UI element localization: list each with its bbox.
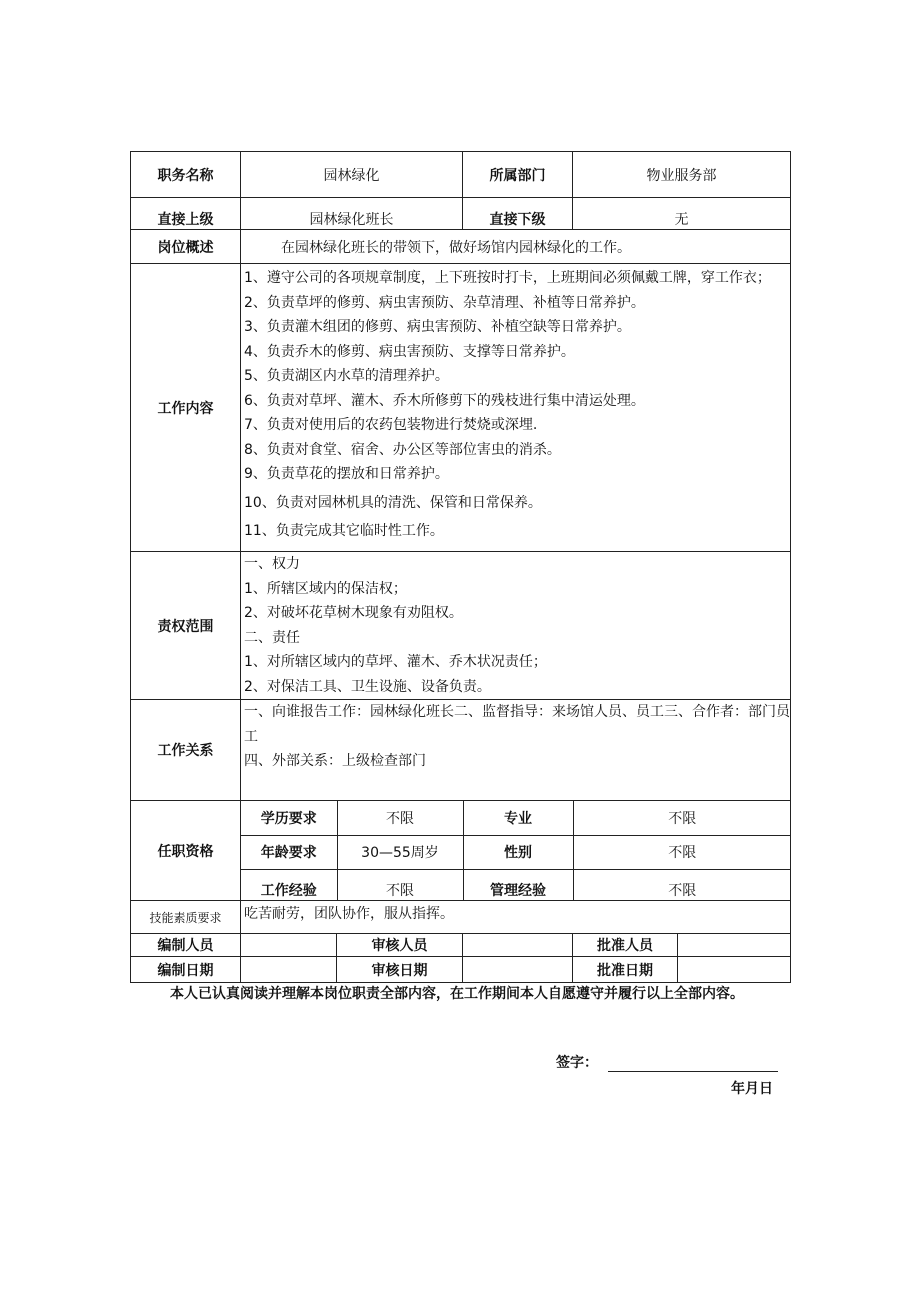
rights-label: 责权范围 — [131, 552, 241, 700]
rights-cell — [241, 552, 791, 700]
work-item: 6、负责对草坪、灌木、乔木所修剪下的残枝进行集中清运处理。 — [244, 392, 645, 409]
work-content-label: 工作内容 — [131, 264, 241, 552]
compile-date-field[interactable] — [241, 957, 337, 983]
job-description-form — [130, 151, 790, 983]
rights-item: 1、所辖区域内的保洁权； — [244, 580, 407, 597]
rights-item: 2、对保洁工具、卫生设施、设备负责。 — [244, 678, 491, 695]
review-date-field[interactable] — [463, 957, 573, 983]
experience-label: 工作经验 — [241, 869, 337, 900]
major-value: 不限 — [573, 801, 791, 835]
job-description-table — [130, 151, 791, 983]
relations-item: 四、外部关系：上级检查部门 — [244, 753, 426, 769]
compiler-field[interactable] — [241, 934, 337, 957]
work-content-list — [244, 264, 790, 551]
management-label: 管理经验 — [463, 869, 573, 900]
work-content-cell — [241, 264, 791, 552]
dept-value: 物业服务部 — [573, 152, 791, 198]
relations-cell — [241, 700, 791, 801]
work-item: 1、遵守公司的各项规章制度，上下班按时打卡，上班期间必须佩戴工牌，穿工作衣； — [244, 270, 771, 286]
qualification-label: 任职资格 — [131, 801, 241, 901]
work-item: 7、负责对使用后的农药包装物进行焚烧或深埋. — [244, 417, 538, 433]
rights-item: 1、对所辖区域内的草坪、灌木、乔木状况责任； — [244, 654, 547, 670]
qualification-cell — [241, 801, 791, 901]
skills-text: 吃苦耐劳，团队协作，服从指挥。 — [241, 901, 791, 934]
compile-date-label: 编制日期 — [131, 957, 241, 983]
superior-value: 园林绿化班长 — [241, 198, 463, 230]
approve-date-field[interactable] — [678, 957, 791, 983]
education-value: 不限 — [337, 801, 463, 835]
acknowledgement-note: 本人已认真阅读并理解本岗位职责全部内容，在工作期间本人自愿遵守并履行以上全部内容。 — [170, 986, 744, 1002]
reviewer-field[interactable] — [463, 934, 573, 957]
gender-label: 性别 — [463, 835, 573, 869]
date-label: 年月日 — [731, 1081, 773, 1097]
gender-value: 不限 — [573, 835, 791, 869]
review-date-label: 审核日期 — [337, 957, 463, 983]
rights-item: 二、责任 — [244, 629, 300, 646]
work-item: 10、负责对园林机具的清洗、保管和日常保养。 — [244, 494, 542, 511]
subordinate-label: 直接下级 — [463, 198, 573, 230]
work-item: 4、负责乔木的修剪、病虫害预防、支撑等日常养护。 — [244, 343, 575, 360]
work-item: 9、负责草花的摆放和日常养护。 — [244, 466, 449, 482]
major-label: 专业 — [463, 801, 573, 835]
subordinate-value: 无 — [573, 198, 791, 230]
compiler-label: 编制人员 — [131, 934, 241, 957]
signature-area — [556, 1052, 778, 1072]
reviewer-label: 审核人员 — [337, 934, 463, 957]
approver-label: 批准人员 — [573, 934, 678, 957]
position-value: 园林绿化 — [241, 152, 463, 198]
approver-field[interactable] — [678, 934, 791, 957]
age-value: 30—55周岁 — [337, 835, 463, 869]
experience-value: 不限 — [337, 869, 463, 900]
superior-label: 直接上级 — [131, 198, 241, 230]
rights-item: 一、权力 — [244, 556, 300, 572]
education-label: 学历要求 — [260, 810, 317, 827]
skills-label: 技能素质要求 — [131, 901, 241, 934]
relations-label: 工作关系 — [131, 700, 241, 801]
work-item: 11、负责完成其它临时性工作。 — [244, 523, 444, 539]
relations-item: 一、向谁报告工作：园林绿化班长二、监督指导：来场馆人员、员工三、合作者：部门员工 — [244, 704, 790, 745]
qualification-grid — [241, 801, 791, 900]
work-item: 8、负责对食堂、宿舍、办公区等部位害虫的消杀。 — [244, 441, 561, 458]
management-value: 不限 — [573, 869, 791, 900]
work-item: 5、负责湖区内水草的清理养护。 — [244, 368, 449, 384]
signature-line[interactable] — [608, 1057, 778, 1072]
approve-date-label: 批准日期 — [573, 957, 678, 983]
position-label: 职务名称 — [131, 152, 241, 198]
age-label: 年龄要求 — [241, 835, 337, 869]
work-item: 2、负责草坪的修剪、病虫害预防、杂草清理、补植等日常养护。 — [244, 294, 645, 311]
rights-item: 2、对破坏花草树木现象有劝阻权。 — [244, 605, 463, 621]
overview-text: 在园林绿化班长的带领下，做好场馆内园林绿化的工作。 — [241, 230, 791, 264]
signature-label: 签字： — [556, 1055, 598, 1071]
dept-label: 所属部门 — [463, 152, 573, 198]
work-item: 3、负责灌木组团的修剪、病虫害预防、补植空缺等日常养护。 — [244, 319, 631, 335]
overview-label: 岗位概述 — [131, 230, 241, 264]
